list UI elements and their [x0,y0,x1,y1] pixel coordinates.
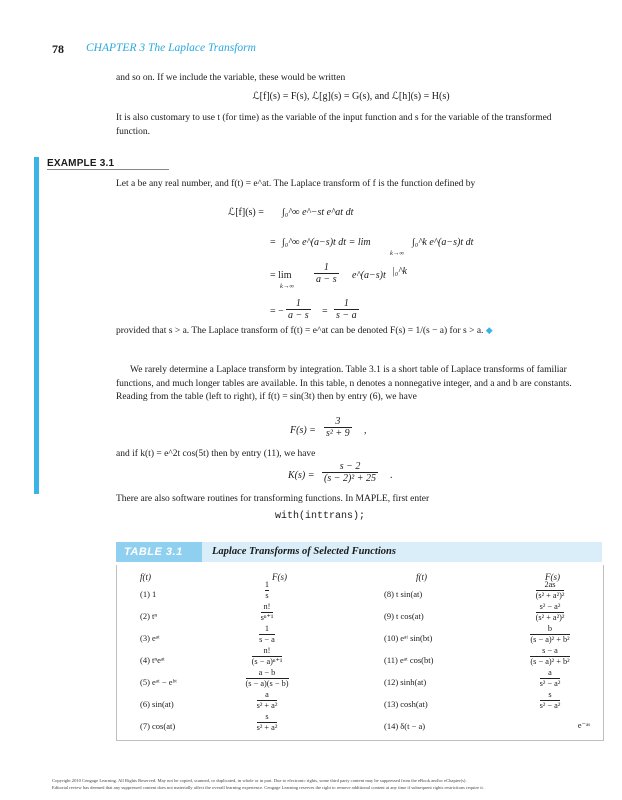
table-tag-label: TABLE 3.1 [124,546,183,558]
right-row-transform-den-3: (s − a)² + b² [530,635,570,644]
example-line4-eq: = − [270,306,284,317]
left-row-transform-1 [232,580,302,601]
body-paragraph-2: and if k(t) = e^2t cos(5t) then by entry (11), we have [116,449,316,459]
body-paragraph-1: We rarely determine a Laplace transform by integration. Table 3.1 is a short table of Laplace transforms of familiar functions, and much longer tables are available. In this table, n denotes a nonnegative integer, and a and b are constants. Reading from the table (left to right), if f(t) = sin(3t) then by entry (6), we have [116,365,572,402]
table-title: Laplace Transforms of Selected Functions [212,546,396,557]
line4-frac-num: 1 [286,298,311,310]
eqF-tail: , [364,425,367,436]
example-line2-limit-integral: ∫₀^k e^(a−s)t dt [412,237,474,248]
right-row-transform-den-2: (s² + a²)² [535,613,565,622]
right-row-function-2: (9) t cos(at) [384,611,424,621]
left-row-transform-den-2: sⁿ⁺¹ [260,613,274,622]
right-row-transform-den-4: (s − a)² + b² [530,657,570,666]
left-row-transform-3 [232,624,302,645]
eqK-tail: . [390,470,393,481]
line4-frac-den: a − s [288,310,309,321]
eqF-den: s² + 9 [326,428,350,439]
left-row-transform-num-3: 1 [259,624,275,635]
right-row-transform-num-5: a [540,668,561,679]
left-row-transform-den-5: (s − a)(s − b) [245,679,289,688]
right-row-function-3: (10) eᵃᵗ sin(bt) [384,633,433,643]
line4-frac2-den: s − a [336,310,357,321]
eqK-den: (s − 2)² + 25 [324,473,377,484]
right-row-transform-num-4: s − a [530,646,569,657]
table-header-f-right: f(t) [416,572,427,582]
example-lhs: ℒ[f](s) = [228,207,264,218]
left-row-function-1: (1) 1 [140,589,157,599]
right-row-transform-num-1: 2as [536,580,565,591]
line4-frac2-num: 1 [334,298,359,310]
right-row-transform-1 [510,580,590,601]
example-conclusion-text: provided that s > a. The Laplace transform of f(t) = e^at can be denoted F(s) = 1/(s − a) for s > a. [116,326,484,336]
left-row-transform-6 [232,690,302,711]
line3-frac-den: a − s [316,274,337,285]
example-statement: Let a be any real number, and f(t) = e^at. The Laplace transform of f is the function defined by [116,179,476,189]
end-of-example-icon: ◆ [485,325,493,335]
eqF-lhs: F(s) = [290,425,316,436]
right-row-function-6: (13) cosh(at) [384,699,428,709]
right-row-transform-4 [510,646,590,667]
right-row-transform-num-2: s² − a² [536,602,565,613]
example-title: EXAMPLE 3.1 [47,158,115,169]
left-row-transform-num-2: n! [261,602,274,613]
line3-frac-num: 1 [314,262,339,274]
maple-code: with(inttrans); [275,511,366,522]
left-row-transform-7 [232,712,302,733]
example-integral-1: ∫₀^∞ e^−st e^at dt [282,207,354,218]
left-row-transform-4 [232,646,302,667]
example-rule [47,169,169,170]
right-row-transform-3 [510,624,590,645]
right-row-transform-den-6: s² − a² [539,701,561,710]
intro-paragraph: It is also customary to use t (for time) as the variable of the input function and s for the variable of the transformed function. [116,113,552,137]
left-row-transform-num-5: a − b [246,668,289,679]
footer-notice: Editorial review has deemed that any suppressed content does not materially affect the overall learning experience. Cengage Learning reserves the right to remove additional content at any time if subsequent rights restrictions require it. [52,785,484,790]
table-tag [116,542,202,562]
eqF-num: 3 [324,416,352,428]
left-row-transform-num-7: s [257,712,278,723]
eqK-frac [322,461,378,484]
left-row-transform-den-3: s − a [259,635,275,644]
left-row-transform-num-1: 1 [264,580,270,589]
left-row-function-4: (4) tⁿeᵃᵗ [140,655,165,665]
table-header-F-left: F(s) [272,572,287,582]
body-paragraph-3: There are also software routines for transforming functions. In MAPLE, first enter [116,494,430,504]
eqK-lhs: K(s) = [288,470,315,481]
intro-equation: ℒ[f](s) = F(s), ℒ[g](s) = G(s), and ℒ[h](s) = H(s) [252,91,450,102]
intro-line: and so on. If we include the variable, these would be written [116,73,346,83]
left-row-function-2: (2) tⁿ [140,611,158,621]
right-row-transform-num-3: b [530,624,569,635]
right-row-transform-2 [510,602,590,623]
example-conclusion [116,324,586,339]
footer-copyright: Copyright 2010 Cengage Learning. All Rights Reserved. May not be copied, scanned, or duplicated, in whole or in part. Due to electronic rights, some third party content may be suppressed from the eBook and/or eChapter(s). [52,778,467,783]
right-row-transform-6 [510,690,590,711]
example-line3-bounds: |₀^k [392,266,407,277]
table-header-f-left: f(t) [140,572,151,582]
example-lim-sub-1: k→∞ [390,250,405,257]
right-row-transform-den-5: s² − a² [539,679,561,688]
left-row-transform-den-4: (s − a)ⁿ⁺¹ [251,657,283,666]
example-line2-integral: ∫₀^∞ e^(a−s)t dt = lim [282,237,371,248]
right-row-transform-num-6: s [540,690,561,701]
example-line3-frac [314,262,339,285]
left-row-transform-den-7: s² + a² [256,723,278,732]
left-row-transform-num-4: n! [252,646,283,657]
left-row-transform-den-6: s² + a² [256,701,278,710]
left-row-transform-den-1: s [265,591,269,600]
right-row-transform-den-1: (s² + a²)² [535,591,565,600]
left-row-transform-2 [232,602,302,623]
eqK-num: s − 2 [322,461,378,473]
example-sidebar [34,157,39,494]
page-number: 78 [52,42,64,56]
chapter-title: CHAPTER 3 The Laplace Transform [86,42,256,54]
eqF-frac [324,416,352,439]
example-line3-exp: e^(a−s)t [352,270,386,281]
example-line4-frac2 [334,298,359,321]
right-row-function-1: (8) t sin(at) [384,589,423,599]
left-row-function-3: (3) eᵃᵗ [140,633,160,643]
left-row-function-5: (5) eᵃᵗ − eᵇᵗ [140,677,177,687]
table-header-F-right: F(s) [545,572,560,582]
right-row-transform-7: e⁻ᵃˢ [577,721,590,730]
example-line2-eq: = [270,237,276,248]
right-row-function-5: (12) sinh(at) [384,677,427,687]
left-row-function-7: (7) cos(at) [140,721,176,731]
example-lim-sub-2: k→∞ [280,283,295,290]
example-line4-frac [286,298,311,321]
example-line3-lim: = lim [270,270,292,281]
left-row-function-6: (6) sin(at) [140,699,174,709]
right-row-transform-5 [510,668,590,689]
left-row-transform-5 [232,668,302,689]
right-row-function-7: (14) δ(t − a) [384,721,426,731]
left-row-transform-num-6: a [257,690,278,701]
right-row-function-4: (11) eᵃᵗ cos(bt) [384,655,434,665]
example-line4-equals: = [322,306,328,317]
